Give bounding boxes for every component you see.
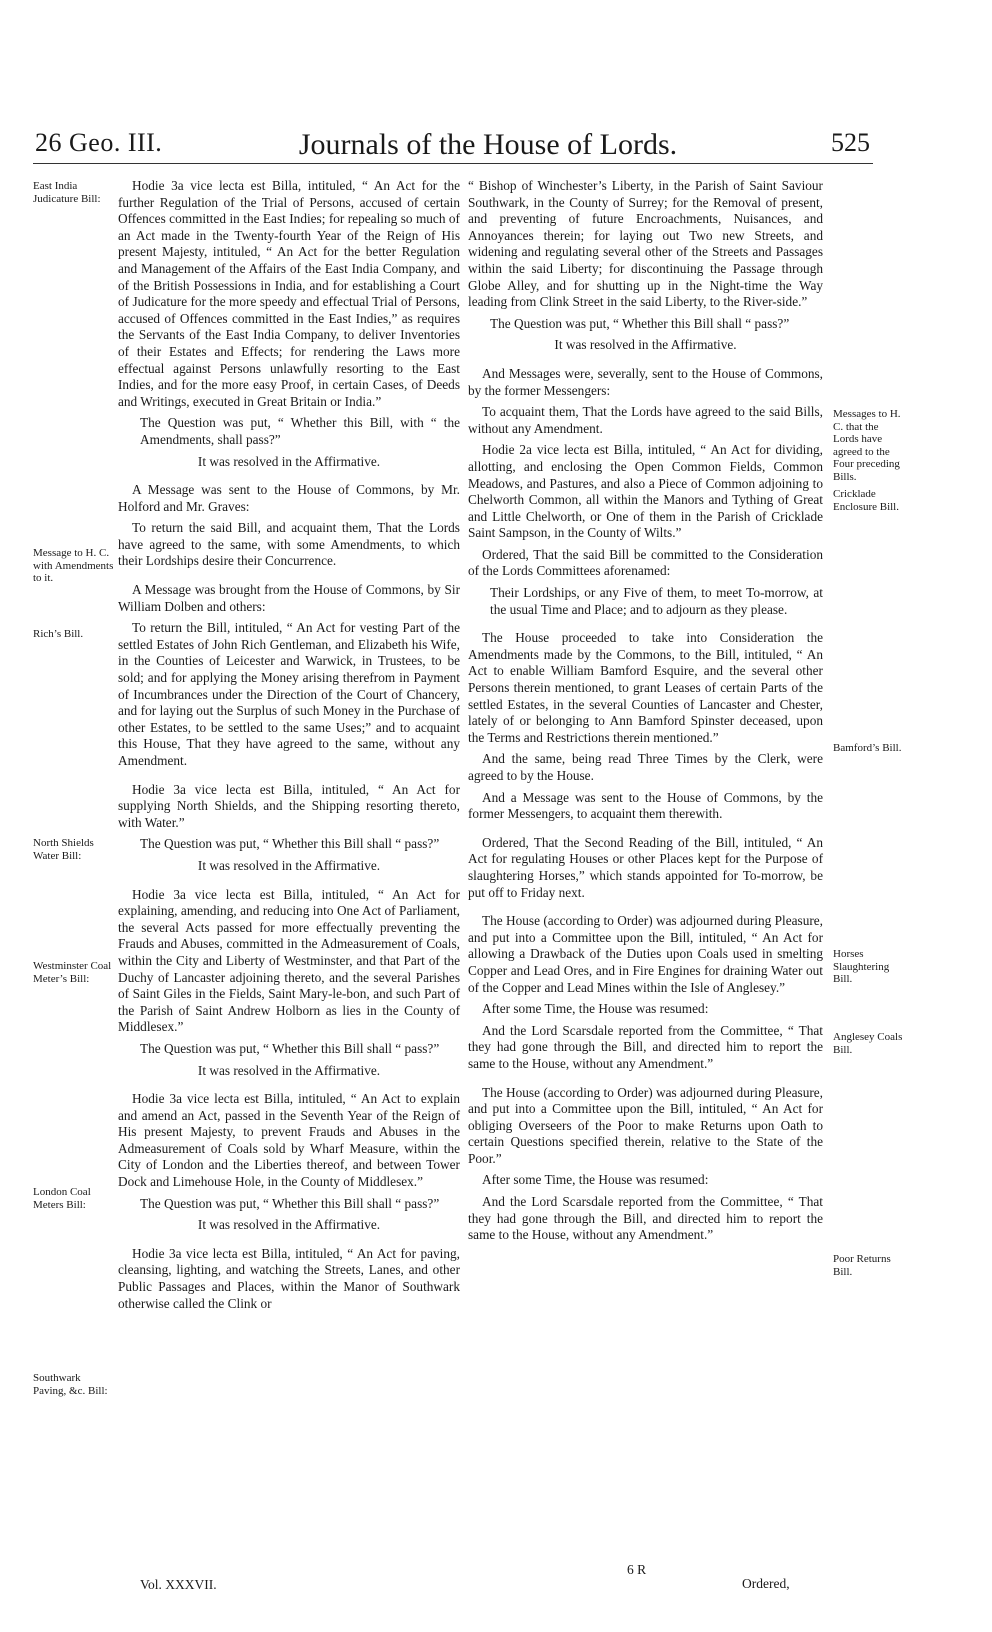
paragraph-rich-bill: To return the Bill, intituled, “ An Act for vesting Part of the settled Estates of John Rich Gentleman, and Elizabeth his Wife, in the Counties of Leicester and Warwick, in Trustees, to be sold; and for applying the Money arising therefrom in Payment of Incumbrances under the Direction of the Court of Chancery, and for laying out the Surplus of such Money in the Purchase of other Estates, to be settled to the same Uses;” and to acquaint this House, That they have agreed to the same, without any Amendment. <box>118 620 460 768</box>
margin-note-messages-hc: Messages to H. C. that the Lords have agreed to the Four preceding Bills. <box>833 408 901 483</box>
margin-note-westminster: Westminster Coal Meter’s Bill: <box>33 960 112 985</box>
margin-note-rich: Rich’s Bill. <box>33 628 84 640</box>
question-southwark: The Question was put, “ Whether this Bill shall “ pass?” <box>490 315 790 331</box>
margin-note-east-india: East India Judicature Bill: <box>33 180 101 205</box>
paragraph-southwark: Hodie 3a vice lecta est Billa, intituled, “ An Act for paving, cleansing, lighting, and watching the Streets, Lanes, and other Public Passages and Places, within the Manor of Southwark otherwise called the Clink or <box>118 1245 460 1311</box>
catchword: Ordered, <box>742 1576 790 1591</box>
question-london-coal: The Question was put, “ Whether this Bill shall “ pass?” <box>140 1195 440 1211</box>
resolution-london-coal: It was resolved in the Affirmative. <box>197 1217 381 1233</box>
paragraph-westminster: Hodie 3a vice lecta est Billa, intituled, “ An Act for explaining, amending, and reducing into One Act of Parliament, the several Acts passed for more effectually preventing the Frauds and Abuses, committed in the Admeasurement of Coals, within the City and Liberty of Westminster, and that Part of the Duchy of Lancaster adjoining thereto, and the several Parishes of Saint Giles in the Fields, Saint Mary-le-bon, and such Part of the Parish of Saint Andrew Holborn as lies in the County of Middlesex.” <box>118 886 460 1035</box>
page-number: 525 <box>831 128 870 157</box>
question-westminster: The Question was put, “ Whether this Bill shall “ pass?” <box>140 1040 440 1056</box>
question-north-shields: The Question was put, “ Whether this Bill shall “ pass?” <box>140 836 440 852</box>
margin-note-message-hc: Message to H. C. with Amendments to it. <box>33 547 114 584</box>
paragraph-cricklade-bill: Hodie 2a vice lecta est Billa, intituled, “ An Act for dividing, allotting, and enclosing the Open Common Fields, Common Meadows, and Pastures, and also a Piece of Common adjoining to Chelworth Common, all within the Manors and Tything of Great and Little Chelworth, or One of them in the Parish of Cricklade Saint Sampson, in the County of Wilts.” <box>468 442 823 541</box>
margin-note-cricklade: Cricklade Enclosure Bill. <box>833 488 899 513</box>
margin-note-anglesey: Anglesey Coals Bill. <box>833 1031 903 1056</box>
paragraph-acquaint: To acquaint them, That the Lords have agreed to the said Bills, without any Amendment. <box>468 404 823 436</box>
resolution-east-india: It was resolved in the Affirmative. <box>197 453 381 469</box>
paragraph-ordered-committed: Ordered, That the said Bill be committed to the Consideration of the Lords Committees aforenamed: <box>468 546 823 579</box>
margin-note-bamford: Bamford’s Bill. <box>833 742 902 754</box>
volume-number: Vol. XXXVII. <box>140 1577 217 1592</box>
paragraph-anglesey-committee: The House (according to Order) was adjourned during Pleasure, and put into a Committee upon the Bill, intituled, “ An Act for allowing a Drawback of the Duties upon Coals used in smelting Copper and Lead Ores, and in Fire Engines for draining Water out of the Copper and Lead Mines within the Isle of Anglesey.” <box>468 913 823 995</box>
margin-note-north-shields: North Shields Water Bill: <box>33 837 94 862</box>
question-east-india: The Question was put, “ Whether this Bill, with “ the Amendments, shall pass?” <box>140 415 460 447</box>
paragraph-resumed-2: After some Time, the House was resumed: <box>482 1172 709 1188</box>
resolution-north-shields: It was resolved in the Affirmative. <box>197 857 381 873</box>
paragraph-agreed: And the same, being read Three Times by the Clerk, were agreed to by the House. <box>468 751 823 783</box>
margin-note-southwark: Southwark Paving, &c. Bill: <box>33 1372 108 1397</box>
paragraph-scarsdale-report-2: And the Lord Scarsdale reported from the Committee, “ That they had gone through the Bill, and directed him to report the same to the House, without any Amendment.” <box>468 1194 823 1243</box>
margin-note-london-coal: London Coal Meters Bill: <box>33 1186 91 1211</box>
paragraph-resumed-1: After some Time, the House was resumed: <box>482 1001 709 1017</box>
paragraph-bamford-amendments: The House proceeded to take into Consideration the Amendments made by the Commons, to the Bill, intituled, “ An Act to enable William Bamford Esquire, and the several other Persons therein mentioned, to grant Leases of certain Parts of the settled Estates, in the several Counties of Lancaster and Chester, lately of or belonging to Ann Bamford Spinster deceased, upon the Terms and Restrictions therein mentioned.” <box>468 630 823 745</box>
margin-note-horses: Horses Slaughtering Bill. <box>833 948 890 985</box>
paragraph-message-sent: A Message was sent to the House of Commons, by Mr. Holford and Mr. Graves: <box>118 482 460 514</box>
signature-mark: 6 R <box>627 1562 647 1577</box>
margin-note-poor-returns: Poor Returns Bill. <box>833 1253 891 1278</box>
paragraph-poor-returns-committee: The House (according to Order) was adjourned during Pleasure, and put into a Committee upon the Bill, intituled, “ An Act for obliging Overseers of the Poor to make Returns upon Oath to certain Questions specified therein, relative to the State of the Poor.” <box>468 1084 823 1166</box>
paragraph-message-therewith: And a Message was sent to the House of Commons, by the former Messengers, to acquaint them therewith. <box>468 789 823 822</box>
paragraph-return-bill: To return the said Bill, and acquaint them, That the Lords have agreed to the same, with some Amendments, to which their Lordships desire their Concurrence. <box>118 520 460 569</box>
left-column <box>118 178 460 1317</box>
running-head-title: Journals of the House of Lords. <box>298 128 678 161</box>
paragraph-messages-sent: And Messages were, severally, sent to the House of Commons, by the former Messengers: <box>468 365 823 398</box>
resolution-southwark: It was resolved in the Affirmative. <box>554 337 737 353</box>
paragraph-scarsdale-report-1: And the Lord Scarsdale reported from the Committee, “ That they had gone through the Bill, and directed him to report the same to the House, without any Amendment.” <box>468 1022 823 1071</box>
paragraph-north-shields: Hodie 3a vice lecta est Billa, intituled, “ An Act for supplying North Shields, and the Shipping resorting thereto, with Water.” <box>118 781 460 830</box>
header-rule <box>33 163 873 164</box>
paragraph-east-india-bill: Hodie 3a vice lecta est Billa, intituled, “ An Act for the further Regulation of the Trial of Persons, accused of certain Offences committed in the East Indies; for repealing so much of an Act made in the Twenty-fourth Year of the Reign of His present Majesty, intituled, “ An Act for the better Regulation and Management of the Affairs of the East India Company, and of the British Possessions in India, and for establishing a Court of Judicature for the more speedy and effectual Trial of Persons, accused of Offences committed in the East Indies,” as requires the Servants of the East India Company, to deliver Inventories of their Estates and Effects; for rendering the Laws more effectual against Persons unlawfully resorting to the East Indies, and for the more easy Proof, in certain Cases, of Deeds and Writings, executed in Great Britain or India.” <box>118 178 460 409</box>
paragraph-southwark-continued: “ Bishop of Winchester’s Liberty, in the Parish of Saint Saviour Southwark, in the County of Surrey; for the Removal of present, and preventing of future Encroachments, Nuisances, and Annoyances therein; for laying out Two new Streets, and widening and regulating several other of the Streets and Passages within the said Liberty; for discontinuing the Passage through Globe Alley, and for shutting up in the Night-time the Way leading from Clink Street in the said Liberty, to the River-side.” <box>468 178 823 310</box>
resolution-westminster: It was resolved in the Affirmative. <box>197 1062 381 1078</box>
right-column <box>468 178 823 1249</box>
paragraph-horses-ordered: Ordered, That the Second Reading of the Bill, intituled, “ An Act for regulating Houses or other Places kept for the Purpose of slaughtering Horses,” which stands appointed for To-morrow, be put off to Friday next. <box>468 834 823 900</box>
paragraph-london-coal: Hodie 3a vice lecta est Billa, intituled, “ An Act to explain and amend an Act, passed in the Seventh Year of the Reign of His present Majesty, to prevent Frauds and Abuses in the Admeasurement of Coals sold by Wharf Measure, within the City of London and the Liberties thereof, and between Tower Dock and Limehouse Hole, in the County of Middlesex.” <box>118 1091 460 1190</box>
paragraph-lordships-meet: Their Lordships, or any Five of them, to meet To-morrow, at the usual Time and Place; and to adjourn as they please. <box>490 585 823 617</box>
running-head-session: 26 Geo. III. <box>35 128 163 157</box>
paragraph-message-brought: A Message was brought from the House of Commons, by Sir William Dolben and others: <box>118 582 460 614</box>
